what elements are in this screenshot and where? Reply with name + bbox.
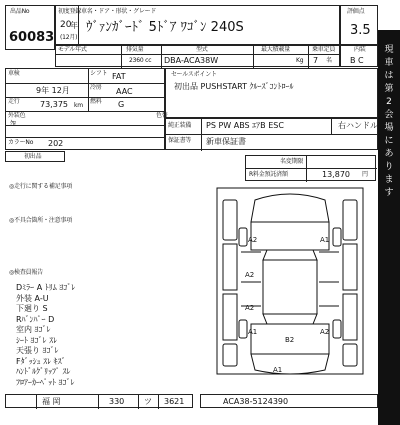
interior-label: 内装 [354, 46, 366, 53]
mileage-label: 走行 [8, 98, 20, 105]
type-label: 型式 [196, 46, 208, 53]
lot-number-label: 出品No [10, 8, 30, 15]
model-label: モデル年式 [58, 46, 87, 53]
recycle-box [245, 155, 376, 181]
color-no-value: 202 [48, 139, 64, 148]
damage-mark: A1 [320, 236, 330, 244]
inspector-report-label: ◎検査員報告 [9, 269, 44, 276]
damage-mark: A2 [248, 236, 258, 244]
damage-mark: A1 [248, 328, 258, 336]
recycle-value: 13,870 [322, 170, 350, 179]
damage-mark: A2 [245, 271, 255, 279]
inspector-report-list [16, 282, 176, 387]
report-line: 外装 A-U [16, 293, 49, 303]
capacity-label: 乗車定員 [312, 46, 336, 53]
sales-point-label: セールスポイント [171, 71, 217, 78]
first-listing-text: 初出品 [24, 153, 42, 160]
side-banner-text: 現車は第2会場にあります [384, 45, 394, 198]
type-value: DBA-ACA38W [164, 56, 219, 65]
capacity-value: 7 [313, 56, 319, 65]
car-name-label: 車名・ドア・形状・グレード [81, 8, 157, 15]
payload-label: 最大積載量 [261, 46, 291, 53]
capacity-unit: 名 [326, 57, 332, 64]
car-condition-diagram [205, 182, 375, 380]
defect-notes-label: ◎不具合箇所・注意事項 [9, 217, 73, 224]
mileage-value: 73,375 [40, 100, 68, 109]
registration-year: 20 [60, 20, 72, 30]
report-line: Dﾐﾗｰ A ﾄﾘﾑ ﾖｺﾞﾚ [16, 283, 76, 292]
record-value: 新車保証書 [206, 137, 246, 146]
plate-class: 330 [109, 397, 125, 406]
lot-number-box [5, 5, 55, 50]
drive-side: 右ハンドル [338, 121, 378, 130]
equipment-value: PS PW ABS ｴｱB ESC [206, 121, 284, 130]
recycle-unit: 円 [362, 171, 368, 178]
fuel-label: 燃料 [90, 98, 102, 105]
car-name: ｳﾞｧﾝｶﾞｰﾄﾞ 5ﾄﾞｱ ﾜｺﾞﾝ 240S [86, 20, 244, 35]
mileage-unit: km [74, 102, 83, 109]
shift-label: シフト [90, 70, 108, 77]
evaluation-box [340, 5, 378, 45]
lot-number: 60083 [9, 30, 55, 45]
sales-point-box [165, 68, 378, 118]
damage-mark: A2 [245, 304, 255, 312]
report-line: 天張り ﾖｺﾞﾚ [16, 346, 59, 355]
year-unit: 年 [70, 21, 78, 30]
model-year-label: 初度登録 [58, 8, 82, 15]
specs-box [5, 68, 168, 150]
registration-month: (12月) [60, 34, 78, 41]
report-line: Rﾊﾞﾝﾊﾟｰ D [16, 314, 55, 324]
fuel-value: G [118, 100, 125, 109]
color-value: ｸﾛ [10, 120, 16, 127]
driving-notes-label: ◎走行に関する補足事項 [9, 183, 73, 190]
first-listing-tag [5, 151, 65, 162]
chassis-number: ACA38-5124390 [223, 397, 289, 406]
ac-label: 冷房 [90, 84, 102, 91]
plate-kana: ツ [144, 397, 152, 406]
plate-area: 福 岡 [42, 397, 61, 406]
car-title-box [55, 5, 340, 45]
repaint-label: 色替 [156, 112, 168, 119]
ac-value: AAC [116, 87, 133, 96]
record-label: 保証書等 [168, 137, 192, 144]
report-line: ﾊﾝﾄﾞﾙｸﾞﾘｯﾌﾟ ｽﾚ [16, 367, 71, 376]
chassis-box [200, 394, 378, 408]
damage-mark: B2 [285, 336, 295, 344]
report-line: Fﾀﾞｯｼｭ ｽﾚ ｷｽﾞ [16, 356, 66, 366]
cc-label: 排気量 [126, 46, 144, 53]
payload-unit: Kg [296, 57, 304, 64]
color-no-label: カラーNo [8, 139, 34, 146]
name-change-label: 名変期限 [280, 158, 304, 165]
plate-box [5, 394, 193, 408]
damage-mark: A1 [273, 366, 283, 374]
report-line: 下廻り S [16, 304, 48, 313]
inspection-date: 9年 12月 [36, 86, 70, 95]
equipment-label: 純正装備 [168, 122, 192, 129]
inspection-label: 車検 [8, 70, 20, 77]
shift-value: FAT [112, 72, 126, 81]
sales-point-text: 初出品 PUSHSTART ｸﾙｰｽﾞｺﾝﾄﾛｰﾙ [174, 82, 294, 91]
equipment-box [165, 118, 378, 150]
report-line: 室内 ﾖｺﾞﾚ [16, 325, 51, 334]
side-banner [378, 30, 400, 425]
interior-box [340, 45, 378, 67]
recycle-label: R料金預託済額 [249, 171, 288, 178]
evaluation-score: 3.5 [350, 23, 371, 38]
cc-value: 2360 cc [129, 57, 152, 64]
interior-grade: B C [350, 56, 364, 65]
report-line: ｼｰﾄ ﾖｺﾞﾚ ｽﾚ [16, 335, 58, 345]
plate-number: 3621 [164, 397, 185, 406]
damage-mark: A2 [320, 328, 330, 336]
model-row [55, 45, 340, 67]
color-label: 外装色 [8, 112, 26, 119]
evaluation-label: 評価点 [347, 8, 365, 15]
report-line: ﾌﾛｱｰｶｰﾍﾟｯﾄ ﾖｺﾞﾚ [16, 377, 75, 387]
